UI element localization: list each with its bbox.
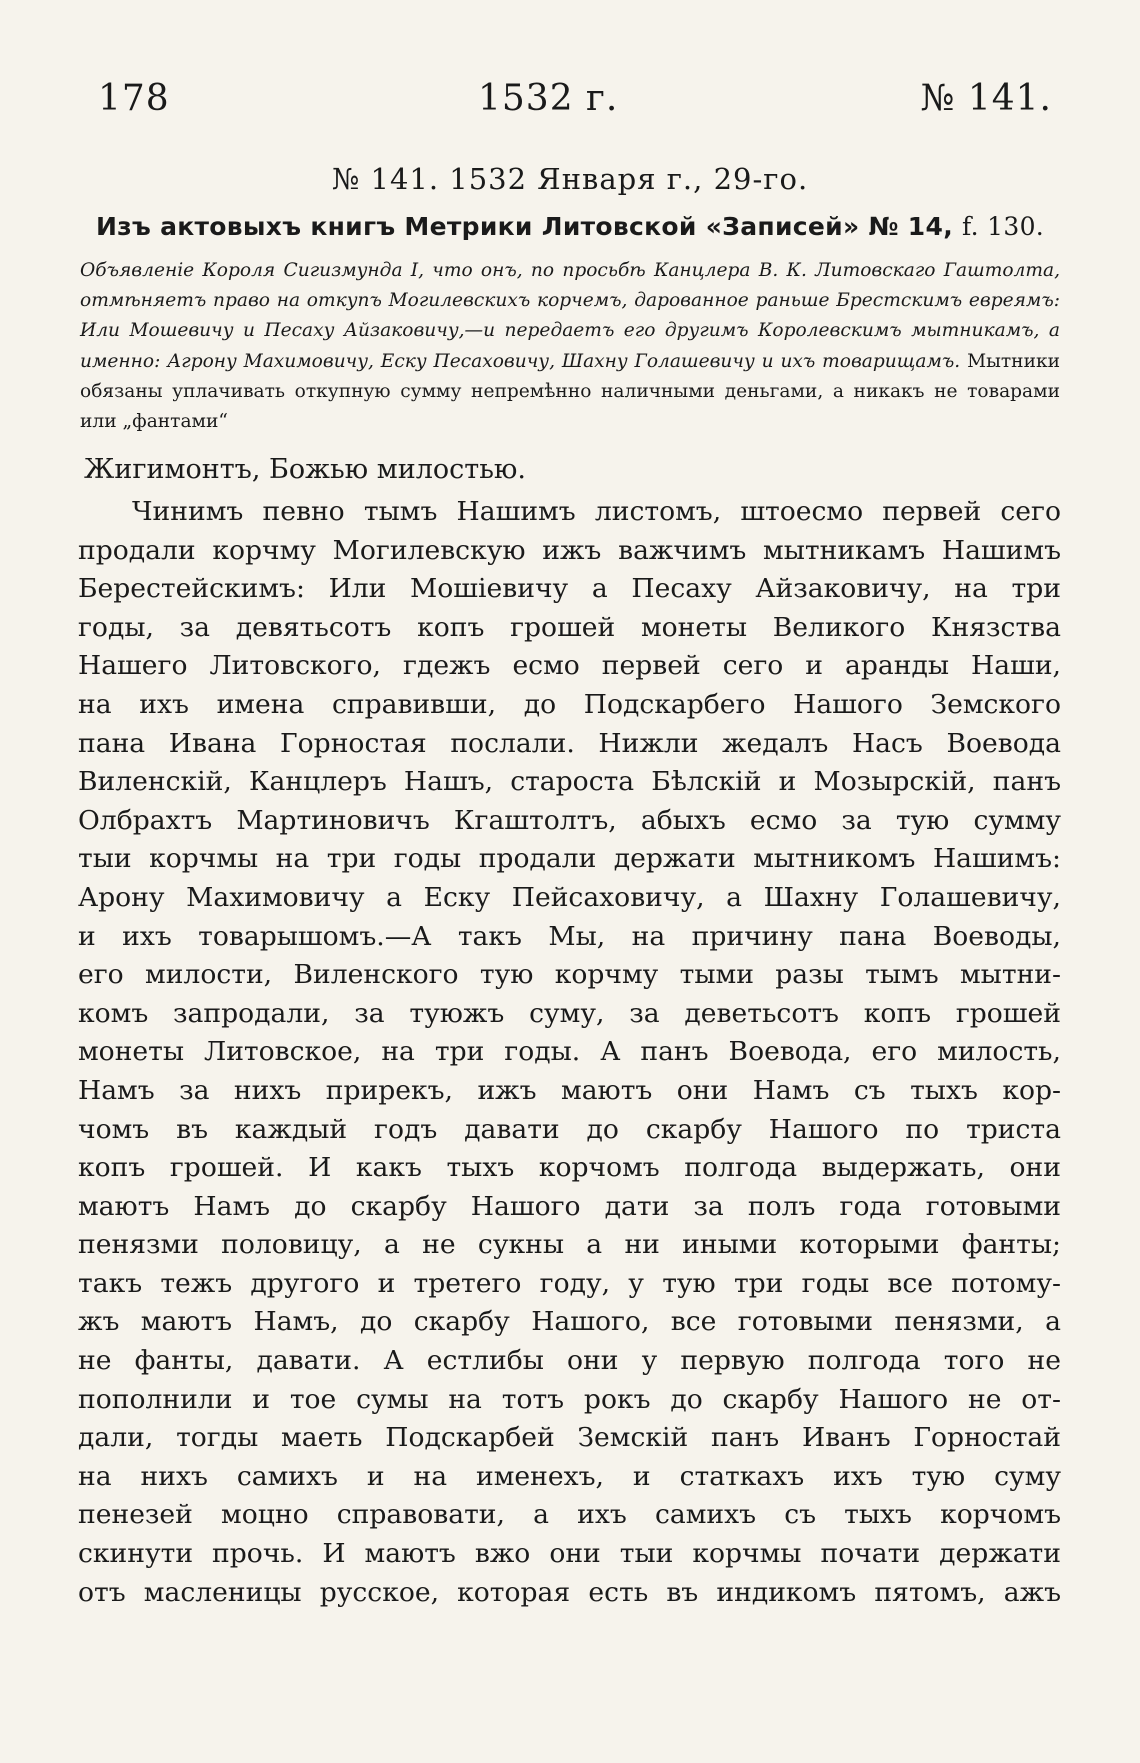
body-line: годы, за девятьсотъ копъ грошей монеты Великого Князства [78, 611, 1061, 643]
document-source [0, 212, 1140, 241]
body-line: такъ тежъ другого и третего году, у тую три годы все потому- [78, 1267, 1061, 1299]
summary-regular: Мытники обязаны уплачивать откупную сумму непремѣнно наличными деньгами, а никакъ не товарами или „фантами“ [80, 350, 1060, 433]
body-line: пенязми половицу, а не сукны а ни иными которыми фанты; [78, 1229, 1061, 1261]
body-line: Намъ за нихъ прирекъ, ижъ маютъ они Намъ съ тыхъ кор- [78, 1074, 1061, 1106]
source-text: Изъ актовыхъ книгъ Метрики Литовской «Записей» № 14, [95, 212, 953, 241]
body-line: скинути прочь. И маютъ вжо они тыи корчмы почати держати [78, 1538, 1061, 1570]
body-text [78, 493, 1061, 1612]
page-number: 178 [98, 78, 170, 119]
header-year: 1532 г. [478, 78, 619, 119]
body-line: Берестейскимъ: Или Мошіевичу а Песаху Айзаковичу, на три [78, 573, 1061, 605]
body-line: тыи корчмы на три годы продали держати мытникомъ Нашимъ: [78, 843, 1061, 875]
document-title: № 141. 1532 Января г., 29-го. [331, 162, 809, 196]
body-line: на нихъ самихъ и на именехъ, и статкахъ ихъ тую суму [78, 1460, 1061, 1492]
body-line: Арону Махимовичу а Еску Пейсаховичу, а Шахну Голашевичу, [78, 881, 1061, 913]
body-line: пополнили и тое сумы на тотъ рокъ до скарбу Нашого не от- [78, 1383, 1061, 1415]
body-line: пенезей моцно справовати, а ихъ самихъ съ тыхъ корчомъ [78, 1499, 1061, 1531]
body-line: Нашего Литовского, гдежъ есмо первей сего и аранды Наши, [78, 650, 1061, 682]
source-folio: f. 130. [962, 212, 1045, 241]
body-line: на ихъ имена справивши, до Подскарбего Нашого Земского [78, 688, 1061, 720]
body-line: жъ маютъ Намъ, до скарбу Нашого, все готовыми пенязми, а [78, 1306, 1061, 1338]
body-line: Виленскій, Канцлеръ Нашъ, староста Бѣлскій и Мозырскій, панъ [78, 766, 1061, 798]
body-line: маютъ Намъ до скарбу Нашого дати за полъ года готовыми [78, 1190, 1061, 1222]
body-line: и ихъ товарышомъ.—А такъ Мы, на причину пана Воеводы, [78, 920, 1061, 952]
body-line: отъ масленицы русское, которая есть въ индикомъ пятомъ, ажъ [78, 1576, 1061, 1608]
body-line: комъ запродали, за туюжъ суму, за деветьсотъ копъ грошей [78, 997, 1061, 1029]
body-line: дали, тогды маеть Подскарбей Земскій панъ Иванъ Горностай [78, 1422, 1061, 1454]
body-line: его милости, Виленского тую корчму тыми разы тымъ мытни- [78, 959, 1061, 991]
body-line: пана Ивана Горностая послали. Нижли жедалъ Насъ Воевода [78, 727, 1061, 759]
body-line: копъ грошей. И какъ тыхъ корчомъ полгода выдержать, они [78, 1152, 1061, 1184]
summary-italic: Объявленіе Короля Сигизмунда I, что онъ, по просьбѣ Канцлера В. К. Литовскаго Гаштолта, отмѣняетъ право на откупъ Могилевскихъ корчемъ, дарованное раньше Брестскимъ евреямъ: Или Мошевичу и Песаху Айзаковичу,—и передаетъ его другимъ Королевскимъ мытникамъ, а именно: Агрону Махимовичу, Еску Песаховичу, Шахну Голашевичу и ихъ товарищамъ. [80, 260, 1060, 372]
salutation: Жигимонтъ, Божью милостью. [84, 454, 526, 485]
body-line: Чинимъ певно тымъ Нашимъ листомъ, штоесмо первей сего [132, 496, 1061, 527]
body-line: продали корчму Могилевскую ижъ важчимъ мытникамъ Нашимъ [78, 534, 1061, 566]
body-line: чомъ въ каждый годъ давати до скарбу Нашого по триста [78, 1113, 1061, 1145]
body-line: не фанты, давати. А естлибы они у первую полгода того не [78, 1345, 1061, 1377]
header-document-number: № 141. [920, 78, 1052, 119]
body-line: монеты Литовское, на три годы. А панъ Воевода, его милость, [78, 1036, 1061, 1068]
running-header [0, 78, 1140, 128]
document-summary [80, 256, 1060, 437]
body-line: Олбрахтъ Мартиновичъ Кгаштолтъ, абыхъ есмо за тую сумму [78, 804, 1061, 836]
